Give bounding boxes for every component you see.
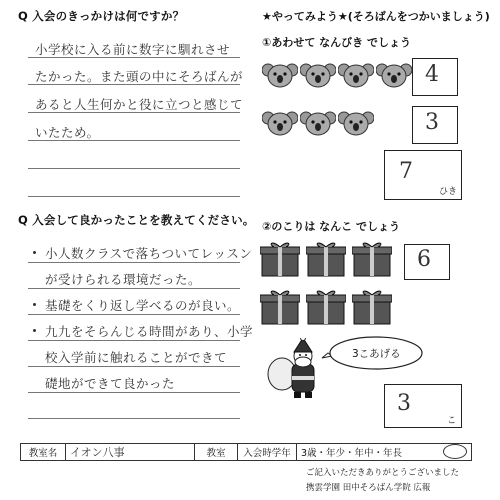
classroom-label: 教室名 bbox=[21, 444, 66, 461]
section1-title: ①あわせて なんびき でしょう bbox=[262, 36, 411, 49]
q1-title: Q 入会のきっかけは何ですか？ bbox=[18, 9, 185, 23]
row2-answer: 3 bbox=[425, 110, 439, 135]
row2-answer-box[interactable] bbox=[412, 106, 458, 144]
q1-answer-line: たかった。また頭の中にそろばんが bbox=[35, 69, 244, 84]
speech-text: 3こあげる bbox=[352, 348, 401, 360]
section2-title: ②のこりは なんこ でしょう bbox=[262, 220, 400, 233]
q2-answer-line: 基礎をくり返し学べるのが良い。 bbox=[45, 298, 241, 313]
koala-icon bbox=[300, 110, 336, 136]
q1-answer-line: いたため。 bbox=[35, 125, 100, 140]
koala-icon bbox=[338, 110, 374, 136]
org-name: 携雲学園 田中そろばん学院 広報 bbox=[306, 483, 431, 493]
q2-answer-line: 礎地ができて良かった bbox=[45, 376, 176, 391]
santa-icon bbox=[262, 338, 324, 400]
koala-icon bbox=[262, 110, 298, 136]
gift-box-icon bbox=[306, 240, 346, 278]
q2-answer-line: 九九をそらんじる時間があり、小学 bbox=[45, 324, 254, 339]
q2-answer-line: が受けられる環境だった。 bbox=[45, 272, 202, 287]
gift-answer-box[interactable] bbox=[404, 244, 450, 280]
remain-unit: こ bbox=[447, 416, 457, 426]
gift-box-icon bbox=[260, 288, 300, 326]
gift-answer: 6 bbox=[417, 247, 431, 272]
koala-icon bbox=[262, 62, 298, 88]
row1-answer-box[interactable] bbox=[412, 58, 458, 96]
classroom-value: イオン八事 bbox=[66, 444, 195, 461]
q2-answer-line: 小人数クラスで落ちついてレッスン bbox=[45, 246, 253, 261]
q2-answer-line: 校入学前に触れることができて bbox=[45, 350, 228, 365]
total-unit: ひき bbox=[439, 187, 458, 197]
gift-box-icon bbox=[352, 288, 392, 326]
classroom-suffix: 教室 bbox=[195, 444, 238, 461]
remain-answer: 3 bbox=[397, 391, 411, 416]
row1-answer: 4 bbox=[425, 62, 439, 87]
koala-icon bbox=[376, 62, 412, 88]
koala-icon bbox=[338, 62, 374, 88]
q2-title: Q 入会して良かったことを教えてください。 bbox=[18, 213, 255, 227]
gift-box-icon bbox=[352, 240, 392, 278]
grade-label: 入会時学年 bbox=[238, 444, 297, 461]
remain-answer-box[interactable] bbox=[384, 384, 462, 428]
gift-box-icon bbox=[260, 240, 300, 278]
total-answer: 7 bbox=[399, 159, 413, 184]
grade-options-text: 3歳・年少・年中・年長 bbox=[301, 448, 403, 459]
activity-header: ★やってみよう★(そろばんをつかいましょう) bbox=[262, 10, 490, 23]
q1-answer-line: あると人生何かと役に立つと感じて bbox=[35, 97, 244, 112]
gift-box-icon bbox=[306, 288, 346, 326]
thanks-text: ご記入いただきありがとうございました bbox=[306, 468, 460, 478]
q1-answer-line: 小学校に入る前に数字に馴れさせ bbox=[35, 42, 231, 57]
footer-table bbox=[20, 443, 472, 461]
koala-icon bbox=[300, 62, 336, 88]
grade-selected-mark bbox=[443, 444, 467, 459]
total-answer-box[interactable] bbox=[384, 150, 462, 200]
grade-options bbox=[297, 444, 472, 461]
